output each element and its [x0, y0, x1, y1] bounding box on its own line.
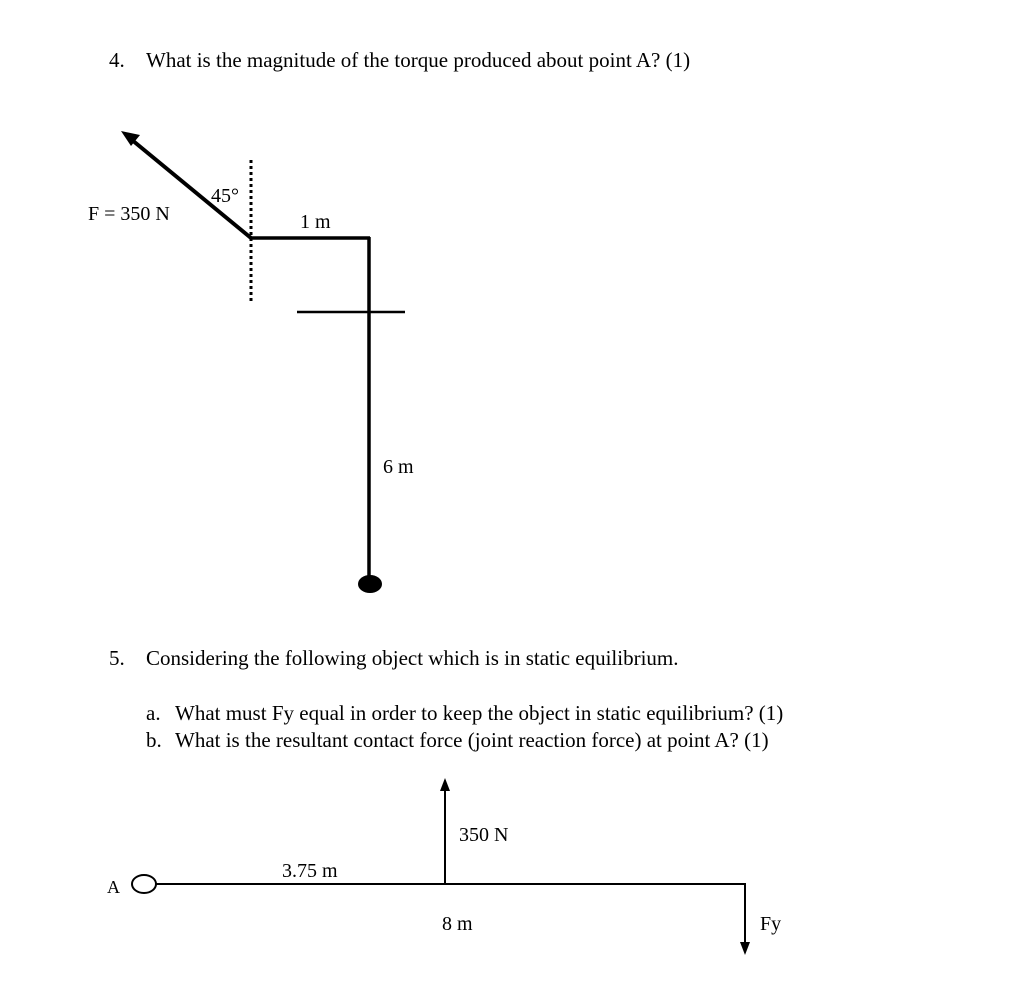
q5-part-b-text: What is the resultant contact force (joint reaction force) at point A? (1)	[175, 728, 769, 752]
q5-fy-force-arrowhead	[740, 942, 750, 955]
q5-upward-force-arrowhead	[440, 778, 450, 791]
q4-force-label: F = 350 N	[88, 203, 170, 225]
q5-force-label: 350 N	[459, 824, 509, 846]
q4-member-length-label: 6 m	[383, 456, 414, 478]
q4-angle-label: 45°	[211, 185, 239, 207]
q5-pin-point-a	[132, 875, 156, 893]
q4-question-text: What is the magnitude of the torque produced about point A? (1)	[146, 48, 691, 72]
q5-number: 5.	[109, 646, 125, 670]
q5-part-a-text: What must Fy equal in order to keep the object in static equilibrium? (1)	[175, 701, 784, 725]
q5-question-text: Considering the following object which is in static equilibrium.	[146, 646, 679, 670]
q4-number: 4.	[109, 48, 125, 72]
q5-distance-2-label: 8 m	[442, 913, 473, 935]
q4-pivot-point-a	[358, 575, 382, 593]
q5-part-a-letter: a.	[146, 701, 161, 725]
q4-arm-length-label: 1 m	[300, 211, 331, 233]
q5-point-a-label: A	[107, 877, 120, 897]
q5-fy-label: Fy	[760, 913, 782, 935]
q5-part-b-letter: b.	[146, 728, 162, 752]
q5-distance-1-label: 3.75 m	[282, 860, 338, 882]
